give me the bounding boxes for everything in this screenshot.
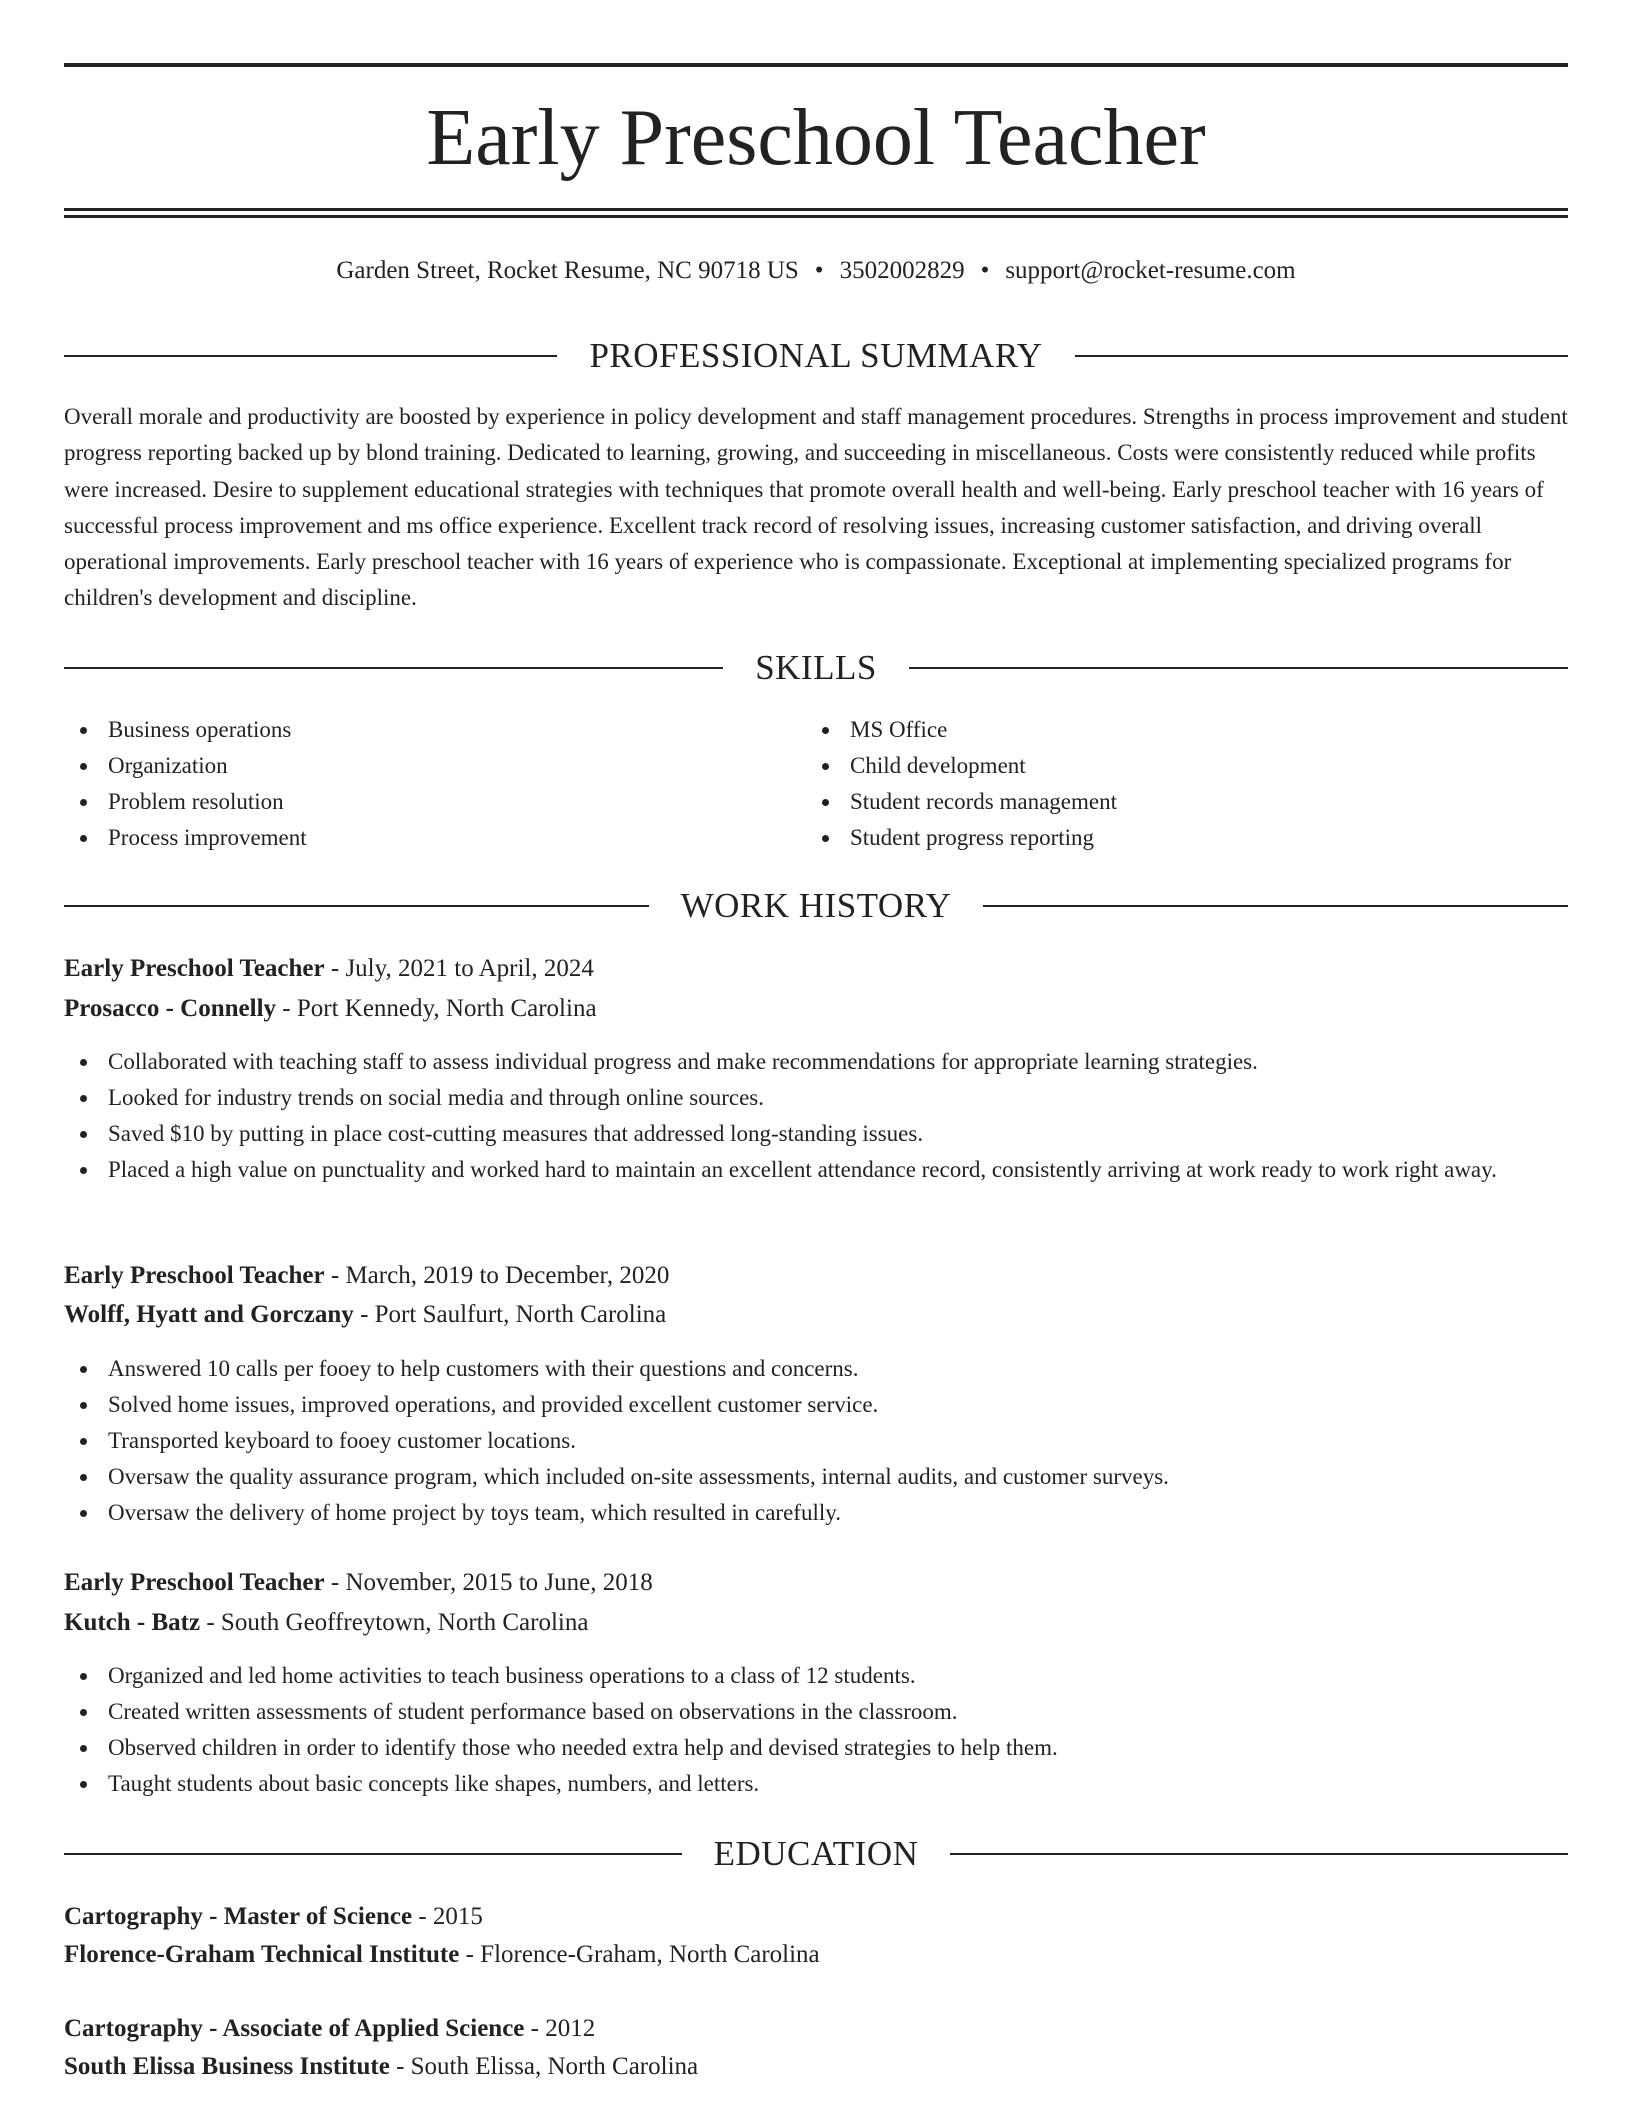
job-bullets (64, 1351, 1568, 1531)
job-dates: - November, 2015 to June, 2018 (324, 1569, 653, 1596)
skill-item: Problem resolution (64, 784, 804, 820)
job-bullets (64, 1658, 1568, 1802)
job-location: - Port Kennedy, North Carolina (276, 995, 597, 1022)
heading-rule-right (983, 905, 1568, 907)
job-bullet: Oversaw the delivery of home project by toys team, which resulted in carefully. (64, 1495, 1568, 1531)
header-double-rule-upper (64, 208, 1568, 211)
job-bullet: Saved $10 by putting in place cost-cutting measures that addressed long-standing issues. (64, 1116, 1568, 1152)
job-location: - Port Saulfurt, North Carolina (353, 1301, 667, 1328)
contact-phone: 3502002829 (839, 257, 965, 284)
education-school-line (64, 1936, 1568, 1974)
job-bullet: Organized and led home activities to teach business operations to a class of 12 students. (64, 1658, 1568, 1694)
job-title: Early Preschool Teacher (64, 955, 325, 982)
summary-text: Overall morale and productivity are boosted by experience in policy development and staff management procedures. Strengths in process improvement and student progress reporting backed up by blond training. Dedicated to learning, growing, and succeeding in miscellaneous. Costs were consistently reduced while profits were increased. Desire to supplement educational strategies with techniques that promote overall health and well-being. Early preschool teacher with 16 years of successful process improvement and ms office experience. Excellent track record of resolving issues, increasing customer satisfaction, and driving overall operational improvements. Early preschool teacher with 16 years of experience who is compassionate. Exceptional at implementing specialized programs for children's development and discipline. (64, 404, 1568, 611)
education-degree: Cartography - Master of Science (64, 1903, 413, 1930)
job-bullet: Transported keyboard to fooey customer locations. (64, 1423, 1568, 1459)
job-title: Early Preschool Teacher (64, 1262, 325, 1289)
section-title: PROFESSIONAL SUMMARY (589, 336, 1043, 375)
education-school-line (64, 2048, 1568, 2086)
resume-name: Early Preschool Teacher (426, 94, 1206, 182)
education-location: - South Elissa, North Carolina (389, 2053, 699, 2080)
section-title: EDUCATION (713, 1834, 919, 1873)
skill-item: Process improvement (64, 820, 804, 856)
job-bullet: Placed a high value on punctuality and worked hard to maintain an excellent attendance record, consistently arriving at work ready to work right away. (64, 1152, 1568, 1188)
education-year: - 2015 (412, 1903, 483, 1930)
skill-item: Student progress reporting (806, 820, 1546, 856)
section-heading-skills (64, 646, 1568, 690)
job-bullet: Collaborated with teaching staff to assess individual progress and make recommendations for appropriate learning strategies. (64, 1044, 1568, 1080)
job-bullet: Looked for industry trends on social media and through online sources. (64, 1080, 1568, 1116)
job-dates: - March, 2019 to December, 2020 (324, 1262, 670, 1289)
job-bullet: Observed children in order to identify those who needed extra help and devised strategies to help them. (64, 1730, 1568, 1766)
skills-list-right (806, 712, 1546, 856)
contact-address: Garden Street, Rocket Resume, NC 90718 US (336, 257, 799, 284)
education-school: Florence-Graham Technical Institute (64, 1941, 460, 1968)
job-bullet: Created written assessments of student performance based on observations in the classroom. (64, 1694, 1568, 1730)
job-company: Prosacco - Connelly (64, 995, 277, 1022)
contact-email[interactable]: support@rocket-resume.com (1005, 257, 1296, 284)
contact-separator: • (980, 257, 990, 284)
job-bullets (64, 1044, 1568, 1188)
job-bullet: Solved home issues, improved operations, and provided excellent customer service. (64, 1387, 1568, 1423)
section-heading-work-history (64, 884, 1568, 928)
heading-rule-right (1075, 355, 1568, 357)
job-bullet: Oversaw the quality assurance program, which included on-site assessments, internal audits, and customer surveys. (64, 1459, 1568, 1495)
header-top-rule (64, 63, 1568, 67)
section-title: WORK HISTORY (680, 886, 952, 925)
education-year: - 2012 (524, 2015, 596, 2042)
job-title-line (64, 950, 1568, 988)
job-company-line (64, 990, 1568, 1028)
heading-rule-left (64, 667, 723, 669)
job-dates: - July, 2021 to April, 2024 (324, 955, 594, 982)
job-company-line (64, 1296, 1568, 1334)
section-heading-education (64, 1832, 1568, 1876)
education-degree-line (64, 1898, 1568, 1936)
education-degree-line (64, 2010, 1568, 2048)
contact-separator: • (814, 257, 824, 284)
job-bullet: Taught students about basic concepts like shapes, numbers, and letters. (64, 1766, 1568, 1802)
job-company: Kutch - Batz (64, 1609, 201, 1636)
skill-item: MS Office (806, 712, 1546, 748)
education-school: South Elissa Business Institute (64, 2053, 390, 2080)
job-title: Early Preschool Teacher (64, 1569, 325, 1596)
job-company-line (64, 1604, 1568, 1642)
heading-rule-left (64, 905, 649, 907)
heading-rule-right (950, 1853, 1568, 1855)
education-degree: Cartography - Associate of Applied Science (64, 2015, 525, 2042)
skill-item: Organization (64, 748, 804, 784)
heading-rule-right (909, 667, 1568, 669)
skill-item: Child development (806, 748, 1546, 784)
job-title-line (64, 1564, 1568, 1602)
job-location: - South Geoffreytown, North Carolina (200, 1609, 589, 1636)
section-title: SKILLS (755, 648, 877, 687)
job-bullet: Answered 10 calls per fooey to help customers with their questions and concerns. (64, 1351, 1568, 1387)
skills-list-left (64, 712, 804, 856)
contact-line (64, 253, 1568, 289)
heading-rule-left (64, 1853, 682, 1855)
job-title-line (64, 1257, 1568, 1295)
job-company: Wolff, Hyatt and Gorczany (64, 1301, 354, 1328)
skill-item: Student records management (806, 784, 1546, 820)
section-heading-summary (64, 334, 1568, 378)
heading-rule-left (64, 355, 557, 357)
skill-item: Business operations (64, 712, 804, 748)
education-location: - Florence-Graham, North Carolina (459, 1941, 820, 1968)
header-double-rule-lower (64, 215, 1568, 218)
